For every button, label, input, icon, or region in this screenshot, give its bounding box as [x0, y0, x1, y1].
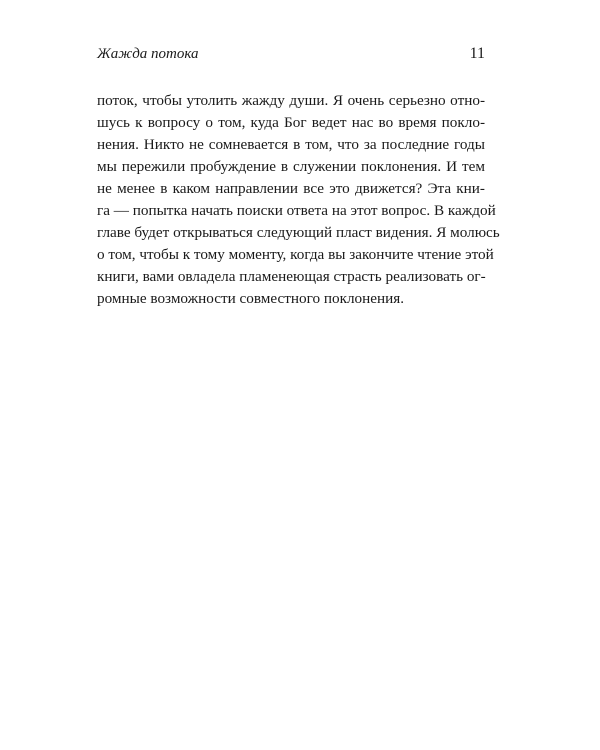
text-line: о том, чтобы к тому моменту, когда вы закончите чтение этой: [97, 246, 494, 263]
text-line: га — попытка начать поиски ответа на этот вопрос. В каждой: [97, 202, 496, 219]
running-header-title: Жажда потока: [97, 46, 199, 62]
text-line: шусь к вопросу о том, куда Бог ведет нас во время покло-: [97, 114, 485, 131]
text-line: книги, вами овладела пламенеющая страсть реализовать ог-: [97, 268, 486, 285]
text-line: мы пережили пробуждение в служении поклонения. И тем: [97, 158, 485, 175]
text-line: ромные возможности совместного поклонения.: [97, 290, 405, 307]
text-line: нения. Никто не сомневается в том, что за последние годы: [97, 136, 485, 153]
text-line: главе будет открываться следующий пласт видения. Я молюсь: [97, 224, 500, 241]
page-number: 11: [469, 45, 485, 62]
text-line: не менее в каком направлении все это движется? Эта кни-: [97, 180, 485, 197]
text-line: поток, чтобы утолить жажду души. Я очень серьезно отно-: [97, 92, 485, 109]
body-paragraph: [97, 90, 500, 310]
